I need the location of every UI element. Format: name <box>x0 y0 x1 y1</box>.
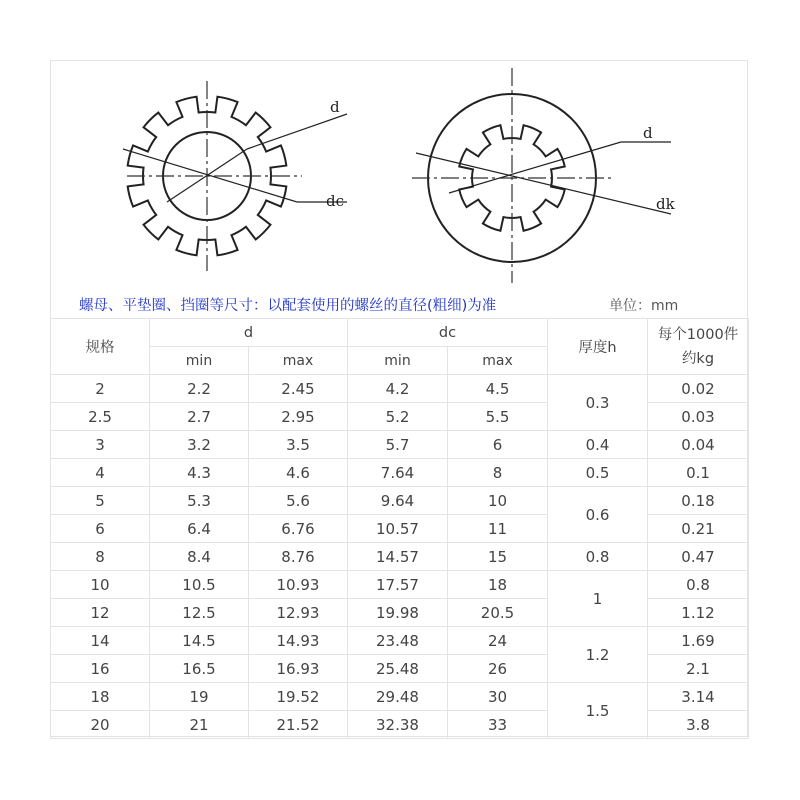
cell-dc-min: 9.64 <box>348 487 448 515</box>
cell-thickness: 0.8 <box>548 543 648 571</box>
cell-d-min: 6.4 <box>150 515 249 543</box>
table-row <box>51 543 749 571</box>
cell-dc-max: 15 <box>448 543 548 571</box>
cell-thickness: 0.5 <box>548 459 648 487</box>
cell-spec: 2.5 <box>51 403 150 431</box>
table-body <box>51 375 749 739</box>
cell-spec: 20 <box>51 711 150 739</box>
cell-d-max: 14.93 <box>249 627 348 655</box>
caption-row <box>51 291 747 317</box>
table-row <box>51 683 749 711</box>
cell-spec: 5 <box>51 487 150 515</box>
cell-dc-min: 19.98 <box>348 599 448 627</box>
cell-weight: 0.47 <box>648 543 749 571</box>
washer-drawings <box>51 61 747 291</box>
inner-washer-dk-label: dk <box>656 195 675 213</box>
cell-weight: 0.18 <box>648 487 749 515</box>
header-dc: dc <box>348 319 548 347</box>
cell-dc-min: 5.2 <box>348 403 448 431</box>
table-row <box>51 375 749 403</box>
cell-dc-max: 26 <box>448 655 548 683</box>
header-spec: 规格 <box>51 319 150 375</box>
cell-dc-min: 7.64 <box>348 459 448 487</box>
outer-washer-d-label: d <box>330 98 340 116</box>
cell-d-min: 3.2 <box>150 431 249 459</box>
cell-spec: 10 <box>51 571 150 599</box>
header-thickness: 厚度h <box>548 319 648 375</box>
cell-thickness: 1.5 <box>548 683 648 739</box>
cell-weight: 3.14 <box>648 683 749 711</box>
washer-spec-table <box>50 318 749 739</box>
cell-dc-min: 5.7 <box>348 431 448 459</box>
cell-weight: 2.1 <box>648 655 749 683</box>
dk-leader-line <box>416 153 671 214</box>
header-dc-max: max <box>448 347 548 375</box>
unit-label: 单位：mm <box>609 298 679 314</box>
cell-dc-min: 4.2 <box>348 375 448 403</box>
cell-dc-max: 5.5 <box>448 403 548 431</box>
inner-washer-d-label: d <box>643 124 653 142</box>
cell-spec: 16 <box>51 655 150 683</box>
cell-dc-min: 14.57 <box>348 543 448 571</box>
cell-weight: 0.04 <box>648 431 749 459</box>
cell-dc-max: 11 <box>448 515 548 543</box>
cell-dc-min: 17.57 <box>348 571 448 599</box>
header-d-min: min <box>150 347 249 375</box>
cell-weight: 0.21 <box>648 515 749 543</box>
cell-spec: 14 <box>51 627 150 655</box>
size-note-caption: 螺母、平垫圈、挡圈等尺寸：以配套使用的螺丝的直径(粗细)为准 <box>79 298 497 314</box>
cell-d-min: 5.3 <box>150 487 249 515</box>
header-d: d <box>150 319 348 347</box>
cell-weight: 1.12 <box>648 599 749 627</box>
cell-dc-min: 32.38 <box>348 711 448 739</box>
table-row <box>51 459 749 487</box>
cell-spec: 12 <box>51 599 150 627</box>
outer-washer-dc-label: dc <box>326 192 345 210</box>
cell-weight: 0.8 <box>648 571 749 599</box>
cell-weight: 0.03 <box>648 403 749 431</box>
cell-thickness: 1.2 <box>548 627 648 683</box>
cell-spec: 3 <box>51 431 150 459</box>
cell-d-max: 3.5 <box>249 431 348 459</box>
cell-d-max: 10.93 <box>249 571 348 599</box>
cell-spec: 8 <box>51 543 150 571</box>
cell-dc-max: 33 <box>448 711 548 739</box>
cell-d-max: 4.6 <box>249 459 348 487</box>
cell-dc-min: 10.57 <box>348 515 448 543</box>
cell-spec: 6 <box>51 515 150 543</box>
cell-dc-max: 8 <box>448 459 548 487</box>
header-weight <box>648 319 749 375</box>
table-row <box>51 627 749 655</box>
table-row <box>51 571 749 599</box>
header-weight-line1: 每个1000件 <box>657 326 739 343</box>
cell-weight: 0.02 <box>648 375 749 403</box>
cell-d-max: 8.76 <box>249 543 348 571</box>
cell-thickness: 0.6 <box>548 487 648 543</box>
cell-dc-max: 20.5 <box>448 599 548 627</box>
cell-d-min: 21 <box>150 711 249 739</box>
cell-weight: 3.8 <box>648 711 749 739</box>
cell-dc-min: 29.48 <box>348 683 448 711</box>
cell-dc-max: 10 <box>448 487 548 515</box>
cell-d-min: 8.4 <box>150 543 249 571</box>
header-row <box>51 319 749 347</box>
cell-thickness: 0.3 <box>548 375 648 431</box>
cell-d-min: 10.5 <box>150 571 249 599</box>
cell-dc-max: 18 <box>448 571 548 599</box>
cell-d-min: 2.2 <box>150 375 249 403</box>
cell-d-max: 21.52 <box>249 711 348 739</box>
cell-d-min: 14.5 <box>150 627 249 655</box>
external-tooth-washer-drawing <box>123 81 347 271</box>
cell-dc-min: 25.48 <box>348 655 448 683</box>
cell-thickness: 1 <box>548 571 648 627</box>
cell-thickness: 0.4 <box>548 431 648 459</box>
cell-d-min: 16.5 <box>150 655 249 683</box>
header-d-max: max <box>249 347 348 375</box>
cell-spec: 4 <box>51 459 150 487</box>
cell-dc-max: 6 <box>448 431 548 459</box>
cell-dc-max: 24 <box>448 627 548 655</box>
cell-dc-max: 30 <box>448 683 548 711</box>
cell-d-max: 2.95 <box>249 403 348 431</box>
cell-d-max: 19.52 <box>249 683 348 711</box>
cell-d-min: 12.5 <box>150 599 249 627</box>
cell-d-max: 12.93 <box>249 599 348 627</box>
cell-weight: 1.69 <box>648 627 749 655</box>
cell-d-max: 6.76 <box>249 515 348 543</box>
table-row <box>51 431 749 459</box>
header-dc-min: min <box>348 347 448 375</box>
cell-d-min: 2.7 <box>150 403 249 431</box>
header-weight-line2: 约kg <box>681 350 715 367</box>
cell-d-max: 5.6 <box>249 487 348 515</box>
table-header <box>51 319 749 375</box>
cell-dc-min: 23.48 <box>348 627 448 655</box>
cell-d-min: 4.3 <box>150 459 249 487</box>
cell-d-max: 16.93 <box>249 655 348 683</box>
cell-d-max: 2.45 <box>249 375 348 403</box>
internal-tooth-washer-drawing <box>412 68 671 283</box>
table-row <box>51 487 749 515</box>
cell-spec: 18 <box>51 683 150 711</box>
cell-d-min: 19 <box>150 683 249 711</box>
cell-weight: 0.1 <box>648 459 749 487</box>
cell-dc-max: 4.5 <box>448 375 548 403</box>
cell-spec: 2 <box>51 375 150 403</box>
